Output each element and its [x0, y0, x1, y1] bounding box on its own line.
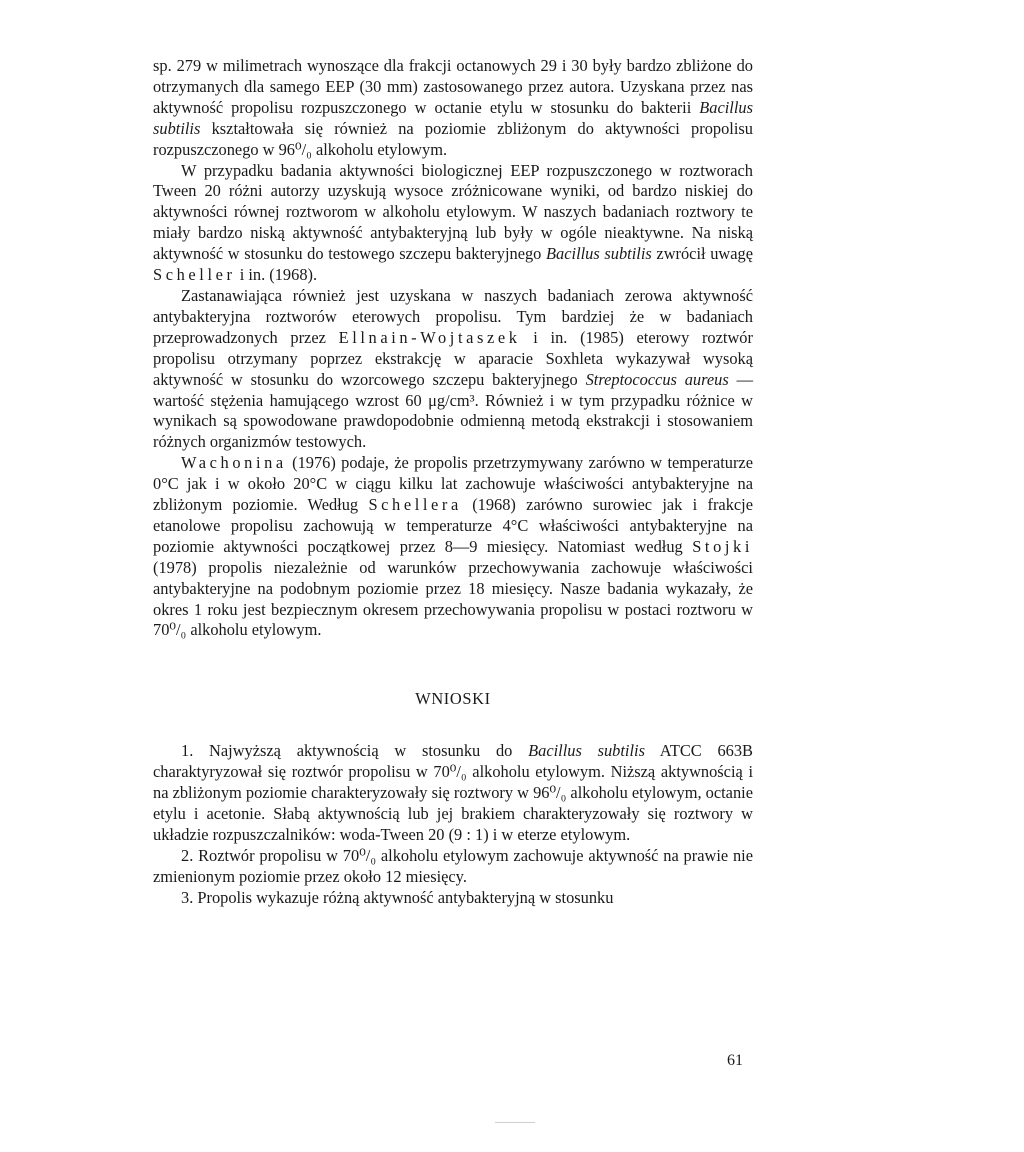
page-number: 61 [727, 1052, 743, 1069]
conclusion-2: 2. Roztwór propolisu w 70⁰/₀ alkoholu etylowym zachowuje aktywność na prawie nie zmienionym poziomie przez około 12 miesięcy. [153, 845, 753, 886]
page-body [153, 56, 753, 909]
species-name: Bacillus subtilis [546, 244, 652, 264]
text-run: (1978) propolis niezależnie od warunków przechowywania zachowuje właściwości antybakteryjne na podobnym poziomie przez 18 miesięcy. Nasze badania wykazały, że okres 1 roku jest bezpiecznym okresem przechowywania propolisu w postaci roztworu w 70⁰/₀ alkoholu etylowym. [153, 557, 753, 640]
text-run: W przypadku badania aktywności biologicznej EEP rozpuszczonego w roztworach Tween 20 różni autorzy uzyskują wysoce zróżnicowane wyniki, od bardzo niskiej do aktywności równej roztworom w alkoholu etylowym. W naszych badaniach roztwory te miały bardzo niską aktywność antybakteryjną lub były w ogóle nieaktywne. Na niską aktywność w stosunku do testowego szczepu bakteryjnego [153, 160, 753, 264]
conclusion-3: 3. Propolis wykazuje różną aktywność antybakteryjną w stosunku [181, 887, 614, 907]
conclusion-1 [153, 741, 753, 846]
text-run: zwrócił uwagę [656, 244, 753, 264]
author-name: Stojki [692, 536, 754, 556]
species-name: Streptococcus aureus [585, 369, 729, 389]
text-run: Zastanawiająca również jest uzyskana w naszych badaniach zerowa aktywność antybakteryjna roztworów eterowych propolisu. Tym bardziej że w badaniach przeprowadzonych przez [153, 285, 753, 347]
paragraph-2 [153, 161, 753, 286]
author-name: Wachonina [181, 453, 287, 473]
text-run: (1968) zarówno surowiec jak i frakcje etanolowe propolisu zachowują w temperaturze 4°C właściwości antybakteryjne na poziomie aktywności początkowej przez 8—9 miesięcy. Natomiast według [153, 495, 753, 556]
text-run: (1976) podaje, że propolis przetrzymywany zarówno w temperaturze 0°C jak i w około 20°C w ciągu kilku lat zachowuje właściwości antybakteryjne na zbliżonym poziomie. Według [153, 453, 753, 515]
species-name: Bacillus subtilis [153, 97, 753, 138]
text-run: — wartość stężenia hamującego wzrost 60 μg/cm³. Również i w tym przypadku różnice w wynikach są spowodowane prawdopodobnie odmienną metodą ekstrakcji i stosowaniem różnych organizmów testowych. [153, 369, 753, 452]
scan-mark [495, 1122, 535, 1123]
text-run: sp. 279 w milimetrach wynoszące dla frakcji octanowych 29 i 30 były bardzo zbliżone do otrzymanych dla samego EEP (30 mm) zastosowanego przez autora. Uzyskana przez nas aktywność propolisu rozpuszczonego w octanie etylu w stosunku do bakterii [153, 56, 753, 117]
conclusions-list [153, 741, 753, 908]
text-run: kształtowała się również na poziomie zbliżonym do aktywności propolisu rozpuszczonego w 96⁰/₀ alkoholu etylowym. [153, 118, 753, 159]
author-name: Scheller [153, 265, 236, 285]
author-name: Schellera [368, 495, 462, 515]
paragraph-1 [153, 56, 753, 161]
text-run: i in. (1985) eterowy roztwór propolisu otrzymany poprzez ekstrakcję w aparacie Soxhleta wykazywał wysoką aktywność w stosunku do wzorcowego szczepu bakteryjnego [153, 327, 753, 389]
species-name: Bacillus subtilis [528, 741, 645, 761]
text-run: i in. (1968). [239, 265, 318, 285]
paragraph-3 [153, 286, 753, 453]
text-run: ATCC 663B charaktyryzował się roztwór propolisu w 70⁰/₀ alkoholu etylowym. Niższą aktywnością i na zbliżonym poziomie charakteryzowały się roztwory w 96⁰/₀ alkoholu etylowym, octanie etylu i acetonie. Słabą aktywnością lub jej brakiem charakteryzowały się roztwory w układzie rozpuszczalników: woda-Tween 20 (9 : 1) i w eterze etylowym. [153, 741, 753, 844]
section-heading: WNIOSKI [415, 689, 491, 709]
paragraph-4 [153, 453, 753, 641]
text-run: 1. Najwyższą aktywnością w stosunku do [181, 741, 513, 761]
author-name: Ellnain-Wojtaszek [338, 327, 521, 347]
